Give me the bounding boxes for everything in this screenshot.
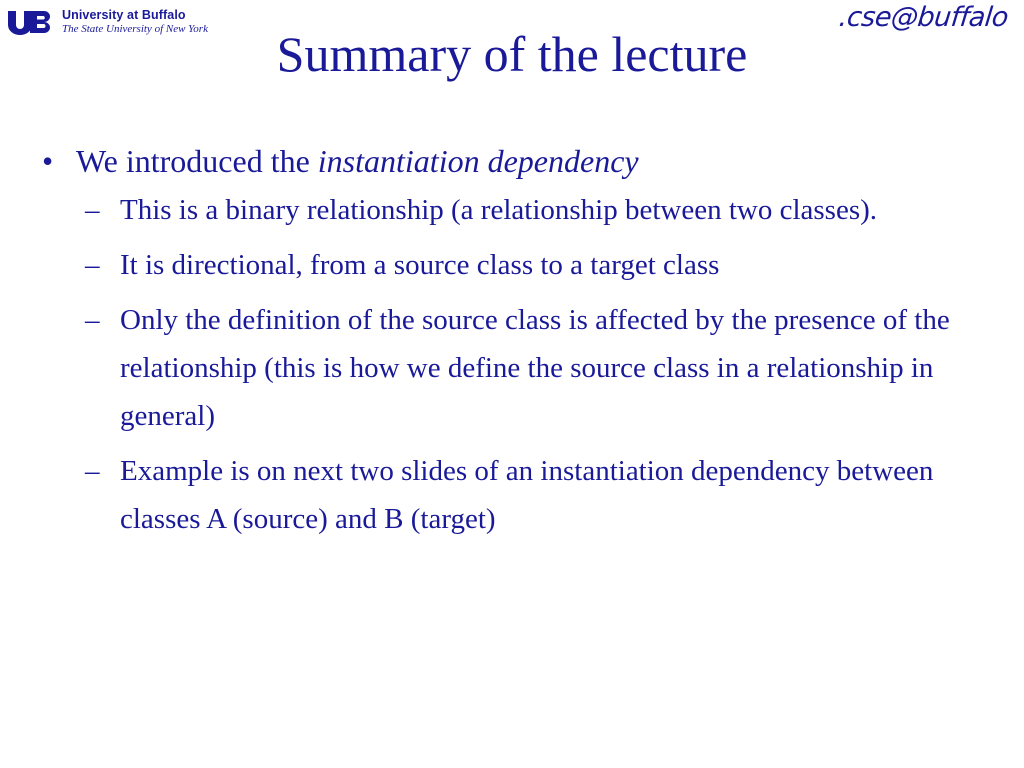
sub-bullet-text: It is directional, from a source class to a target class <box>120 249 720 281</box>
bullet-text-italic: instantiation dependency <box>317 143 639 179</box>
sub-bullet-item <box>85 447 1002 543</box>
sub-bullet-item <box>85 296 1002 440</box>
sub-bullet-marker: – <box>85 194 100 226</box>
ub-name: University at Buffalo <box>62 8 186 23</box>
sub-bullet-marker: – <box>85 249 100 281</box>
cse-buffalo-logo: .cse@buffalo <box>837 2 1010 33</box>
sub-bullet-list <box>85 186 1002 543</box>
bullet-item <box>42 138 1002 184</box>
bullet-text <box>76 138 639 184</box>
bullet-text-plain: We introduced the <box>76 143 318 179</box>
sub-bullet-item <box>85 241 1002 289</box>
sub-bullet-marker: – <box>85 304 100 336</box>
sub-bullet-text: Example is on next two slides of an instantiation dependency between classes A (source) and B (target) <box>120 455 934 535</box>
sub-bullet-text: This is a binary relationship (a relationship between two classes). <box>120 194 878 226</box>
sub-bullet-item <box>85 186 1002 234</box>
slide-title: Summary of the lecture <box>276 26 748 82</box>
bullet-marker: • <box>42 143 54 179</box>
slide-body <box>42 138 1002 550</box>
sub-bullet-marker: – <box>85 455 100 487</box>
sub-bullet-text: Only the definition of the source class is affected by the presence of the relationship (this is how we define the source class in a relationship in general) <box>120 304 950 432</box>
ub-tagline: The State University of New York <box>62 22 208 35</box>
